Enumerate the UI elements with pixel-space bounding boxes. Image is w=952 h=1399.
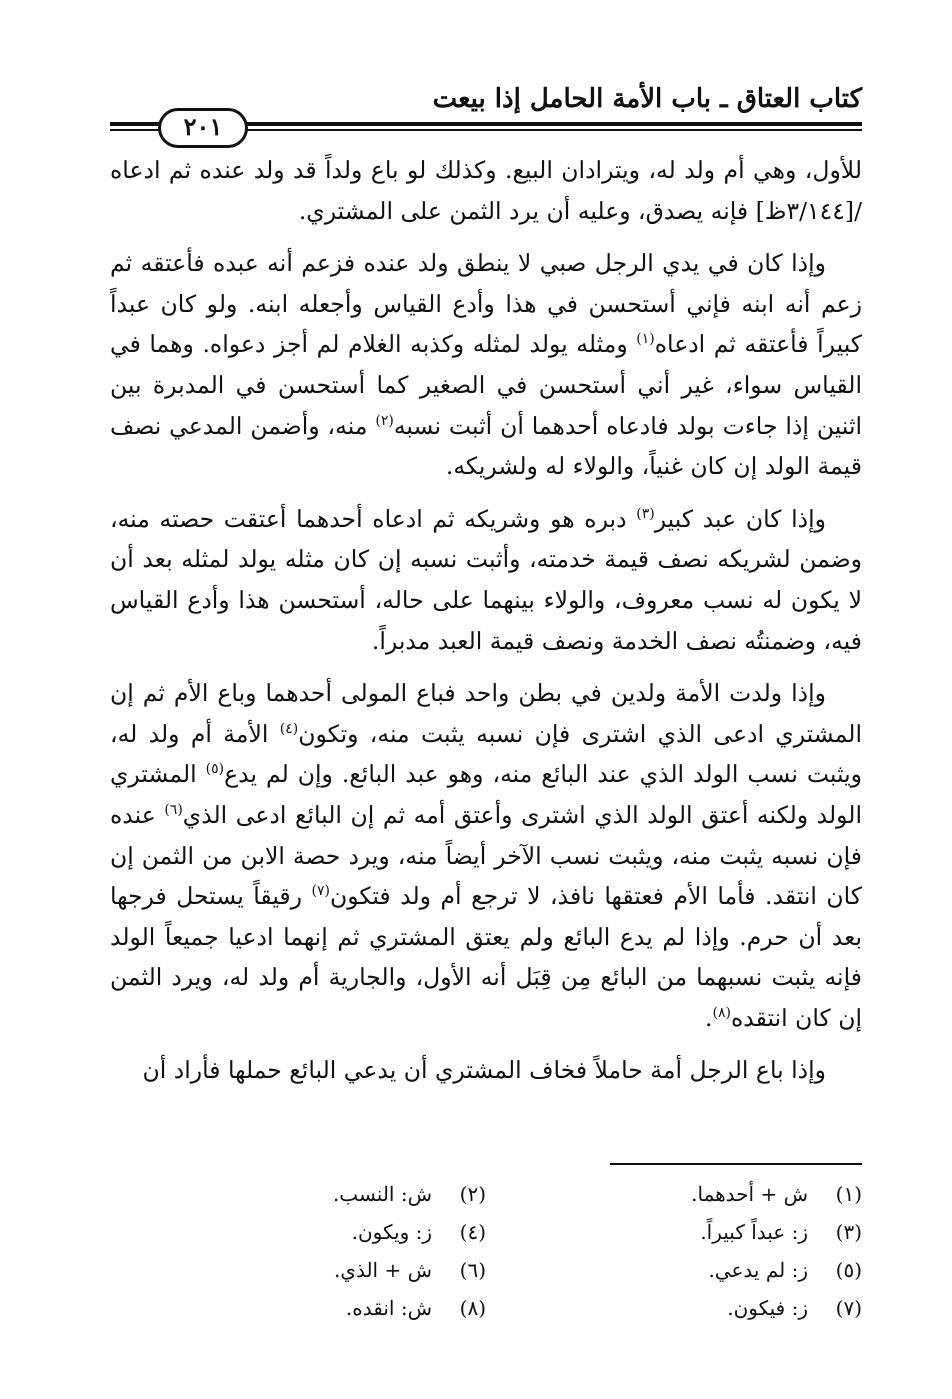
footnote-text: ز: عبداً كبيراً. <box>700 1220 808 1244</box>
paragraph-text: للأول، وهي أم ولد له، ويترادان البيع. وكذلك لو باع ولداً قد ولد عنده ثم ادعاه /[٣/١٤٤ظ] فإنه يصدق، وعليه أن يرد الثمن على المشتري. <box>110 156 862 225</box>
footnotes <box>110 1178 862 1324</box>
footnote-separator <box>610 1163 862 1165</box>
footnote-marker: (٥) <box>205 761 225 778</box>
footnote-marker: (١) <box>636 331 655 348</box>
footnote-number: (٣) <box>835 1220 862 1244</box>
paragraph-text: وإذا كان عبد كبير <box>654 504 826 533</box>
footnote <box>486 1178 862 1210</box>
footnote-marker: (٧) <box>311 883 330 900</box>
paragraph <box>110 243 862 487</box>
paragraph-text: وإذا كان في يدي الرجل صبي لا ينطق ولد عنده فزعم أنه عبده فأعتقه ثم زعم أنه ابنه فإني أستحسن في هذا وأدع القياس وأجعله ابنه. ولو كان عبداً كبيراً فأعتقه ثم ادعاه <box>110 249 862 359</box>
footnote-text: ز: ويكون. <box>351 1220 432 1244</box>
paragraph-text: ومثله يولد لمثله وكذبه الغلام لم أجز دعواه. وهما في القياس سواء، غير أني أستحسن في الصغير كما أستحسن في المدبرة بين اثنين إذا جاءت بولد فادعاه أحدهما أن أثبت نسبه <box>110 330 863 440</box>
paragraph-text: رقيقاً يستحل فرجها بعد أن حرم. وإذا لم يدع البائع ولم يعتق المشتري ثم إنهما ادعيا جميعاً الولد فإنه يثبت نسبهما من البائع مِن قِبَل أنه الأول، والجارية أم ولد له، ويرد الثمن إن كان انتقده <box>110 882 862 1032</box>
footnote-text: ز: فيكون. <box>727 1296 808 1320</box>
footnote <box>486 1254 862 1286</box>
footnote-text: ش: النسب. <box>332 1182 432 1206</box>
footnote-number: (٨) <box>459 1296 486 1320</box>
footnote-text: ش + أحدهما. <box>691 1182 808 1206</box>
paragraph <box>110 150 862 231</box>
paragraph <box>110 673 862 1038</box>
paragraph <box>110 1050 862 1091</box>
footnote-number: (٦) <box>459 1258 486 1282</box>
paragraph-text: الأمة أم ولد له، ويثبت نسب الولد الذي عند البائع منه، وهو عبد البائع. وإن لم يدع <box>110 719 862 789</box>
paragraph-text: وإذا ولدت الأمة ولدين في بطن واحد فباع المولى أحدهما وباع الأم ثم إن المشتري ادعى الذي اشترى فإن نسبه يثبت منه، وتكون <box>110 679 862 748</box>
footnote-number: (٢) <box>459 1182 486 1206</box>
paragraph <box>110 499 862 661</box>
paragraph-text: منه، وأضمن المدعي نصف قيمة الولد إن كان غنياً، والولاء له ولشريكه. <box>110 411 862 481</box>
footnote-number: (٥) <box>835 1258 862 1282</box>
footnote <box>110 1254 486 1286</box>
paragraph-text: . <box>705 1003 713 1032</box>
footnote-marker: (٣) <box>636 505 655 522</box>
paragraph-text: دبره هو وشريكه ثم ادعاه أحدهما أعتقت حصته منه، وضمن لشريكه نصف قيمة خدمته، وأثبت نسبه إن كان مثله يولد لمثله بعد أن لا يكون له نسب معروف، والولاء بينهما على حاله، أستحسن هذا وأدع القياس فيه، وضمنتُه نصف الخدمة ونصف قيمة العبد مدبراً. <box>110 504 862 655</box>
footnote-text: ش: انقده. <box>345 1296 432 1320</box>
paragraph-text: وإذا باع الرجل أمة حاملاً فخاف المشتري أن يدعي البائع حملها فأراد أن <box>142 1056 826 1085</box>
paragraph-text: عنده فإن نسبه يثبت منه، ويثبت نسب الآخر أيضاً منه، ويرد حصة الابن من الثمن إن كان انتقد. فأما الأم فعتقها نافذ، لا ترجع أم ولد فتكون <box>110 800 862 911</box>
body-text <box>110 150 862 1103</box>
footnote-marker: (٤) <box>279 720 299 737</box>
running-title: كتاب العتاق ـ باب الأمة الحامل إذا بيعت <box>432 84 862 114</box>
footnote-number: (٤) <box>459 1220 486 1244</box>
footnote-marker: (٦) <box>164 802 183 819</box>
footnote-number: (١) <box>835 1182 862 1206</box>
footnote-marker: (٢) <box>375 412 394 429</box>
footnote-text: ش + الذي. <box>333 1258 432 1282</box>
footnote <box>110 1178 486 1210</box>
page-number: ٢٠١ <box>158 108 248 148</box>
footnote <box>486 1292 862 1324</box>
footnote-number: (٧) <box>835 1296 862 1320</box>
footnote <box>486 1216 862 1248</box>
footnote <box>110 1216 486 1248</box>
footnote <box>110 1292 486 1324</box>
footnote-text: ز: لم يدعي. <box>708 1258 808 1282</box>
paragraph-text: المشتري الولد ولكنه أعتق الولد الذي اشترى وأعتق أمه ثم إن البائع ادعى الذي <box>110 760 862 829</box>
footnote-marker: (٨) <box>712 1005 731 1022</box>
page-header <box>110 78 862 141</box>
